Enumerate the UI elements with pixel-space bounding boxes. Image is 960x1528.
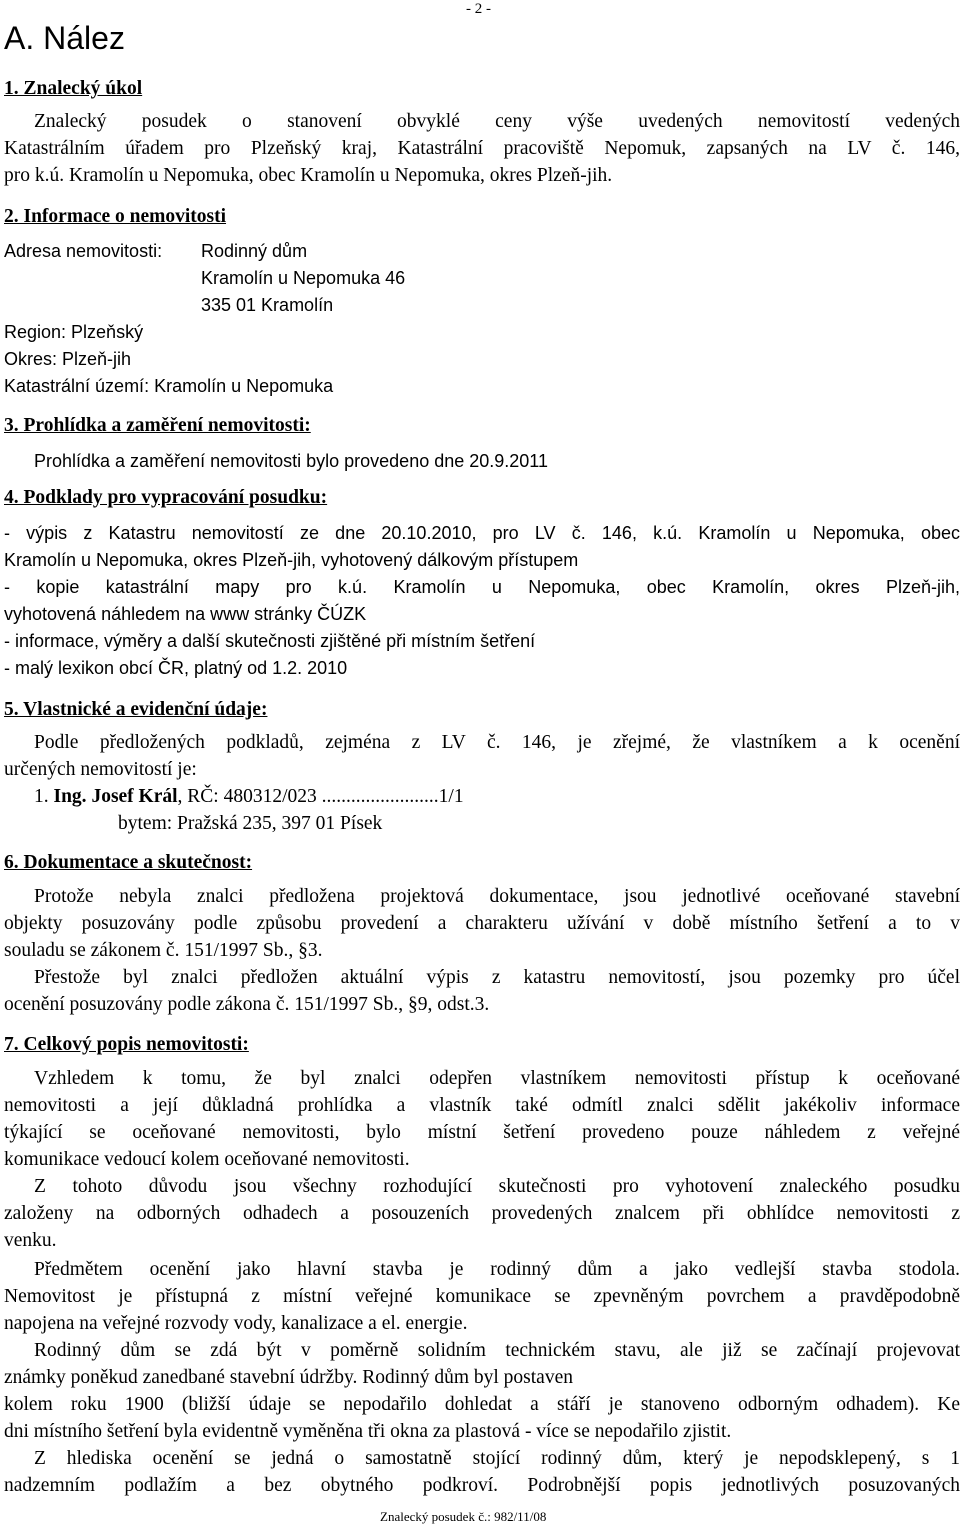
description-line: venku. [4, 1230, 57, 1251]
section-1-line: Katastrálním úřadem pro Plzeňský kraj, Katastrální pracoviště Nepomuk, zapsaných na LV č. 146, [4, 138, 960, 159]
ownership-line: Podle předložených podkladů, zejména z LV č. 146, je zřejmé, že vlastníkem a k ocenění [34, 732, 960, 753]
section-6-heading: 6. Dokumentace a skutečnost: [4, 852, 253, 873]
documentation-line: ocenění posuzovány podle zákona č. 151/1997 Sb., §9, odst.3. [4, 994, 490, 1015]
documentation-line: Přestože byl znalci předložen aktuální výpis z katastru nemovitostí, jsou pozemky pro účel [34, 967, 960, 988]
description-line: kolem roku 1900 (bližší údaje se nepodařilo dohledat a stáří je stanoveno odborným odhadem). Ke [4, 1394, 960, 1415]
address-line: Kramolín u Nepomuka 46 [201, 268, 406, 288]
page-number: - 2 - [466, 1, 491, 17]
sources-line: vyhotovená náhledem na www stránky ČÚZK [4, 604, 367, 624]
section-3-heading: 3. Prohlídka a zaměření nemovitosti: [4, 415, 311, 436]
okres: Okres: Plzeň-jih [4, 349, 132, 369]
section-4-heading: 4. Podklady pro vypracování posudku: [4, 487, 328, 508]
inspection-text: Prohlídka a zaměření nemovitosti bylo provedeno dne 20.9.2011 [34, 451, 548, 471]
section-2-heading: 2. Informace o nemovitosti [4, 206, 227, 227]
section-1-heading: 1. Znalecký úkol [4, 78, 143, 99]
katastralni-uzemi: Katastrální území: Kramolín u Nepomuka [4, 376, 334, 396]
section-7-heading: 7. Celkový popis nemovitosti: [4, 1034, 249, 1055]
owner-number: 1. [34, 786, 54, 807]
owner-entry [4, 784, 960, 810]
description-line: napojena na veřejné rozvody vody, kanalizace a el. energie. [4, 1313, 468, 1334]
description-line: Z tohoto důvodu jsou všechny rozhodující skutečnosti pro vyhotovení znaleckého posudku [34, 1176, 960, 1197]
description-line: Z hlediska ocenění se jedná o samostatně stojící rodinný dům, který je nepodsklepený, s 1 [34, 1448, 960, 1469]
page-footer: Znalecký posudek č.: 982/11/08 [380, 1509, 547, 1524]
description-line: nemovitosti a její důkladná prohlídka a vlastník také odmítl znalci sdělit jakékoliv informace [4, 1095, 960, 1116]
sources-line: Kramolín u Nepomuka, okres Plzeň-jih, vyhotovený dálkovým přístupem [4, 550, 579, 570]
sources-line: - kopie katastrální mapy pro k.ú. Kramolín u Nepomuka, obec Kramolín, okres Plzeň-jih, [4, 577, 960, 597]
description-line: týkající se oceňované nemovitosti, bylo místní šetření provedeno pouze náhledem z veřejné [4, 1122, 960, 1143]
owner-details: , RČ: 480312/023 ........................1/1 [177, 786, 464, 807]
section-5-heading: 5. Vlastnické a evidenční údaje: [4, 699, 268, 720]
description-line: známky poněkud zanedbané stavební údržby. Rodinný dům byl postaven [4, 1367, 573, 1388]
ownership-line: určených nemovitostí je: [4, 759, 197, 780]
sources-line: - malý lexikon obcí ČR, platný od 1.2. 2010 [4, 658, 348, 678]
owner-title: Ing. [53, 786, 87, 807]
sources-line: - výpis z Katastru nemovitostí ze dne 20.10.2010, pro LV č. 146, k.ú. Kramolín u Nepomuka, obec [4, 523, 960, 543]
address-label: Adresa nemovitosti: [4, 241, 163, 261]
address-line: Rodinný dům [201, 241, 308, 261]
owner-address: bytem: Pražská 235, 397 01 Písek [118, 813, 383, 834]
description-line: dni místního šetření byla evidentně vyměněna tři okna za plastová - více se nepodařilo zjistit. [4, 1421, 732, 1442]
documentation-line: Protože nebyla znalci předložena projektová dokumentace, jsou jednotlivé oceňované stavební [34, 886, 960, 907]
documentation-line: souladu se zákonem č. 151/1997 Sb., §3. [4, 940, 323, 961]
description-line: nadzemním podlažím a bez obytného podkroví. Podrobnější popis jednotlivých posuzovaných [4, 1475, 960, 1496]
section-1-line: Znalecký posudek o stanovení obvyklé ceny výše uvedených nemovitostí vedených [34, 111, 960, 132]
sources-line: - informace, výměry a další skutečnosti zjištěné při místním šetření [4, 631, 536, 651]
description-line: Předmětem ocenění jako hlavní stavba je rodinný dům a jako vedlejší stavba stodola. [34, 1259, 960, 1280]
section-1-line: pro k.ú. Kramolín u Nepomuka, obec Kramolín u Nepomuka, okres Plzeň-jih. [4, 165, 613, 186]
address-line: 335 01 Kramolín [201, 295, 334, 315]
description-line: Nemovitost je přístupná z místní veřejné komunikace se zpevněným povrchem a pravděpodobně [4, 1286, 960, 1307]
owner-name: Josef Král [91, 786, 178, 807]
description-line: komunikace vedoucí kolem oceňované nemovitosti. [4, 1149, 410, 1170]
description-line: založeny na odborných odhadech a posouzeních provedených znalcem při obhlídce nemovitosti z [4, 1203, 960, 1224]
document-title: A. Nález [4, 20, 125, 56]
description-line: Rodinný dům se zdá být v poměrně solidním technickém stavu, ale již se začínají projevovat [34, 1340, 960, 1361]
region: Region: Plzeňský [4, 322, 144, 342]
documentation-line: objekty posuzovány podle způsobu provedení a charakteru užívání v době místního šetření a to v [4, 913, 960, 934]
description-line: Vzhledem k tomu, že byl znalci odepřen vlastníkem nemovitosti přístup k oceňované [34, 1068, 960, 1089]
